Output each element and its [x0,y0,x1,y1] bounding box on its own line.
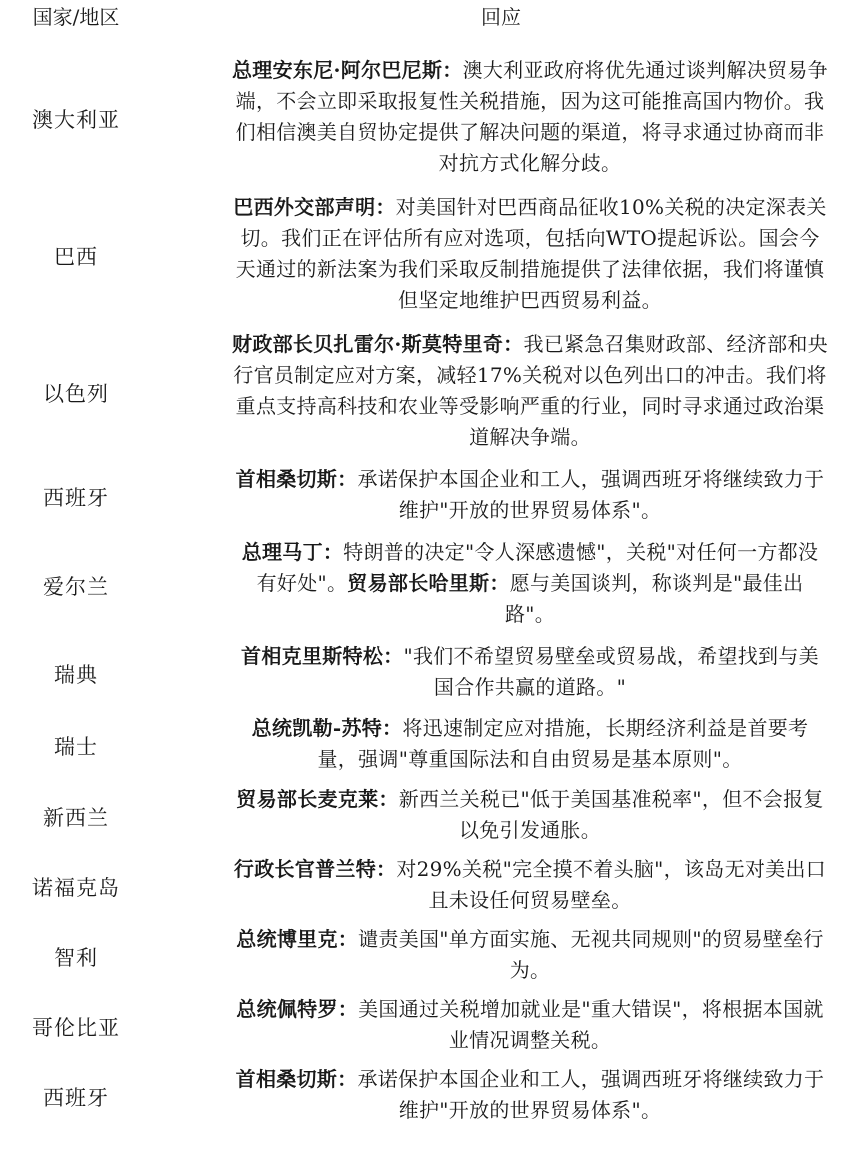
response-cell [152,992,850,1062]
country-cell: 澳大利亚 [32,107,120,132]
speaker-name: 贸易部长麦克莱： [236,787,399,811]
response-cell [152,1062,850,1132]
country-cell: 爱尔兰 [43,574,109,599]
response-cell [152,461,850,533]
speaker-name: 首相桑切斯： [235,1067,358,1091]
speaker-name: 总理马丁： [241,540,344,564]
response-text: 我已紧急召集财政部、经济部和央行官员制定应对方案，减轻17%关税对以色列出口的冲击。我们将重点支持高科技和农业等受影响严重的行业，同时寻求通过政治渠道解决争端。 [233,331,828,449]
table-row [0,922,850,992]
country-cell: 诺福克岛 [32,876,120,900]
country-cell: 瑞典 [54,663,98,687]
header-row [0,0,850,50]
response-cell [152,187,850,324]
response-text: 愿与美国谈判，称谈判是"最佳出路"。 [504,571,804,626]
table-row [0,50,850,187]
speaker-name: 财政部长贝扎雷尔·斯莫特里奇： [232,331,524,356]
country-cell: 新西兰 [43,806,109,830]
country-cell: 巴西 [54,244,98,269]
country-cell: 西班牙 [43,1086,109,1110]
country-cell: 瑞士 [54,735,98,759]
speaker-name: 行政长官普兰特： [233,857,397,881]
response-text: 承诺保护本国企业和工人，强调西班牙将继续致力于维护"开放的世界贸易体系"。 [357,1067,825,1122]
country-cell: 智利 [54,946,98,970]
header-country: 国家/地区 [32,5,120,29]
speaker-name: 总理安东尼·阿尔巴尼斯： [232,57,463,82]
response-text: 对29%关税"完全摸不着头脑"，该岛无对美出口且未设任何贸易壁垒。 [396,857,827,912]
table-row [0,461,850,533]
table-body [0,50,850,1132]
response-text: 将迅速制定应对措施，长期经济利益是首要考量，强调"尊重国际法和自由贸易是基本原则"。 [317,716,809,771]
table-row [0,324,850,461]
response-cell [152,782,850,852]
speaker-name: 首相桑切斯： [235,467,358,491]
response-text: 对美国针对巴西商品征收10%关税的决定深表关切。我们正在评估所有应对选项，包括向WTO提起诉讼。国会今天通过的新法案为我们采取反制措施提供了法律依据，我们将谨慎但坚定地维护巴西贸易利益。 [235,194,827,312]
response-text: 谴责美国"单方面实施、无视共同规则"的贸易壁垒行为。 [358,927,824,982]
response-text: 美国通过关税增加就业是"重大错误"，将根据本国就业情况调整关税。 [358,997,824,1052]
response-cell [152,922,850,992]
response-text: 承诺保护本国企业和工人，强调西班牙将继续致力于维护"开放的世界贸易体系"。 [357,467,825,522]
table-row [0,1062,850,1132]
country-cell: 以色列 [43,381,109,406]
response-text: 新西兰关税已"低于美国基准税率"，但不会报复以免引发通胀。 [398,787,824,842]
speaker-name: 总统博里克： [236,927,359,951]
speaker-name: 巴西外交部声明： [233,194,396,219]
response-cell [152,50,850,187]
table-row [0,638,850,710]
table-row [0,533,850,638]
response-cell [152,638,850,710]
response-text: "我们不希望贸易壁垒或贸易战，希望找到与美国合作共赢的道路。" [403,644,819,699]
response-text: 特朗普的决定"令人深感遗憾"，关税"对任何一方都没有好处"。 [256,540,819,595]
header-response: 回应 [481,5,521,29]
response-text: 澳大利亚政府将优先通过谈判解决贸易争端，不会立即采取报复性关税措施，因为这可能推高国内物价。我们相信澳美自贸协定提供了解决问题的渠道，将寻求通过协商而非对抗方式化解分歧。 [235,57,828,175]
speaker-name: 总统凯勒-苏特： [251,716,403,740]
country-cell: 西班牙 [43,486,109,510]
table-row [0,187,850,324]
response-cell [152,324,850,461]
table-row [0,852,850,922]
table-row [0,782,850,852]
response-cell [152,533,850,638]
response-cell [152,710,850,782]
table-row [0,992,850,1062]
response-cell [152,852,850,922]
speaker-name: 总统佩特罗： [236,997,359,1021]
speaker-name: 贸易部长哈里斯： [347,571,510,595]
speaker-name: 首相克里斯特松： [241,644,404,668]
country-cell: 哥伦比亚 [32,1016,120,1040]
table-row [0,710,850,782]
